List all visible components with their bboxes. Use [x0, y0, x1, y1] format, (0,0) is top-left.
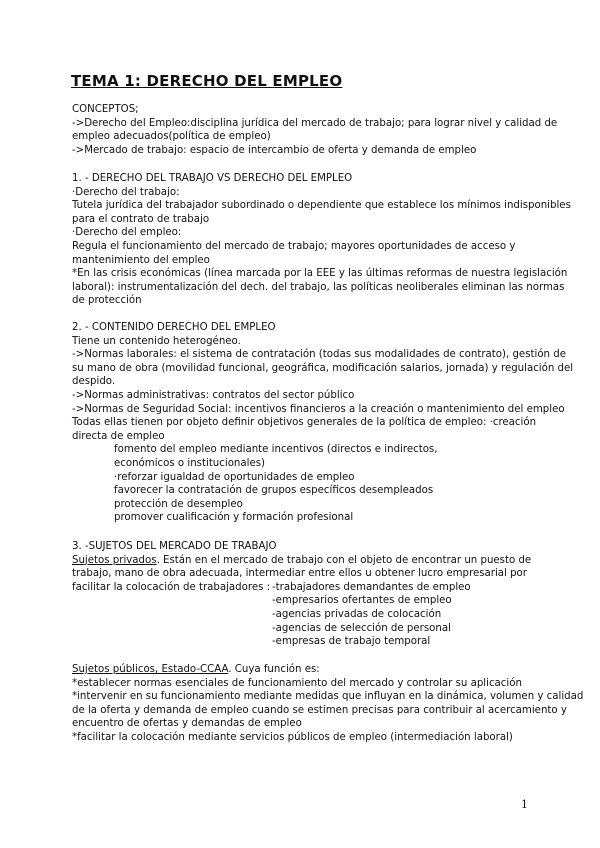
section-1-line: ·Derecho del empleo:: [72, 227, 182, 239]
section-2-indented-line: fomento del empleo mediante incentivos (directos e indirectos,: [114, 444, 438, 456]
section-1-line: *En las crisis económicas (línea marcada por la EEE y las últimas reformas de nuestra legislación: [72, 268, 568, 280]
publicos-block: [72, 663, 584, 745]
conceptos-block: [72, 103, 558, 157]
publicos-line: encuentro de ofertas y demandas de empleo: [72, 718, 302, 730]
section-1: [72, 172, 571, 308]
section-1-line: para el contrato de trabajo: [72, 213, 210, 225]
section-2-line: Todas ellas tienen por objeto definir objetivos generales de la política de empleo: ·creación: [72, 417, 537, 429]
section-3: [72, 540, 532, 649]
section-2-line: ->Normas administrativas: contratos del sector público: [72, 389, 355, 401]
publicos-label: Sujetos públicos, Estado-CCAA: [72, 664, 229, 675]
section-2-line: despido.: [72, 376, 116, 388]
list-item: -agencias privadas de colocación: [272, 608, 442, 620]
privados-line: [72, 554, 532, 568]
section-2-heading: 2. - CONTENIDO DERECHO DEL EMPLEO: [72, 322, 276, 333]
section-1-line: Regula el funcionamiento del mercado de trabajo; mayores oportunidades de acceso y: [72, 240, 516, 252]
section-2-indented-line: favorecer la contratación de grupos específicos desempleados: [114, 485, 434, 497]
section-2-line: directa de empleo: [72, 430, 165, 442]
list-item: -agencias de selección de personal: [272, 622, 451, 634]
list-item: -empresarios ofertantes de empleo: [272, 595, 452, 607]
section-3-heading: 3. -SUJETOS DEL MERCADO DE TRABAJO: [72, 541, 277, 552]
section-2-indented-line: protección de desempleo: [114, 498, 243, 510]
section-1-line: de protección: [72, 295, 142, 307]
privados-list: [272, 581, 471, 649]
privados-line: facilitar la colocación de trabajadores :: [72, 581, 271, 593]
privados-line: trabajo, mano de obra adecuada, intermediar entre ellos u obtener lucro empresarial por: [72, 568, 527, 580]
section-2-line: ->Normas de Seguridad Social: incentivos financieros a la creación o mantenimiento del empleo: [72, 403, 565, 415]
publicos-text: . Cuya función es:: [228, 664, 320, 675]
privados-label: Sujetos privados: [72, 554, 157, 566]
list-item: -empresas de trabajo temporal: [272, 636, 431, 648]
section-2-line: ->Normas laborales: el sistema de contratación (todas sus modalidades de contrato), gestión de: [72, 349, 566, 361]
section-2-line: Tiene un contenido heterogéneo.: [72, 335, 241, 347]
section-1-line: laboral): instrumentalización del dech. del trabajo, las políticas neoliberales eliminan las normas: [72, 281, 565, 293]
privados-text: . Están en el mercado de trabajo con el objeto de encontrar un puesto de: [156, 554, 532, 566]
document-title: TEMA 1: DERECHO DEL EMPLEO: [71, 72, 343, 90]
section-2-indented-line: promover cualificación y formación profesional: [114, 512, 354, 524]
section-2: [72, 321, 574, 525]
privados-list-area: [72, 581, 532, 649]
section-2-indented-line: económicos o institucionales): [114, 457, 266, 469]
section-2-indented-line: ·reforzar igualdad de oportunidades de empleo: [114, 471, 355, 483]
publicos-line: de la oferta y demanda de empleo cuando se estimen precisas para contribuir al acercamiento y: [72, 704, 567, 716]
conceptos-line: ->Mercado de trabajo: espacio de intercambio de oferta y demanda de empleo: [72, 144, 477, 156]
section-1-heading: 1. - DERECHO DEL TRABAJO VS DERECHO DEL EMPLEO: [72, 173, 353, 184]
section-2-line: su mano de obra (movilidad funcional, geográfica, modificación salarios, jornada) y regulación del: [72, 362, 574, 374]
list-item: -trabajadores demandantes de empleo: [272, 581, 471, 593]
publicos-line: *establecer normas esenciales de funcionamiento del mercado y controlar su aplicación: [72, 677, 522, 689]
publicos-line: [72, 663, 532, 677]
section-1-line: mantenimiento del empleo: [72, 254, 210, 266]
section-1-line: ·Derecho del trabajo:: [72, 186, 180, 198]
conceptos-line: empleo adecuados(política de empleo): [72, 131, 271, 143]
publicos-line: *intervenir en su funcionamiento mediante medidas que influyan en la dinámica, volumen y calidad: [72, 691, 584, 703]
conceptos-heading: CONCEPTOS;: [72, 104, 139, 115]
page-number: 1: [521, 798, 528, 811]
publicos-line: *facilitar la colocación mediante servicios públicos de empleo (intermediación laboral): [72, 731, 513, 743]
conceptos-line: ->Derecho del Empleo:disciplina jurídica del mercado de trabajo; para lograr nivel y calidad de: [72, 117, 558, 129]
section-1-line: Tutela jurídica del trabajador subordinado o dependiente que establece los mínimos indisponibles: [72, 200, 571, 212]
